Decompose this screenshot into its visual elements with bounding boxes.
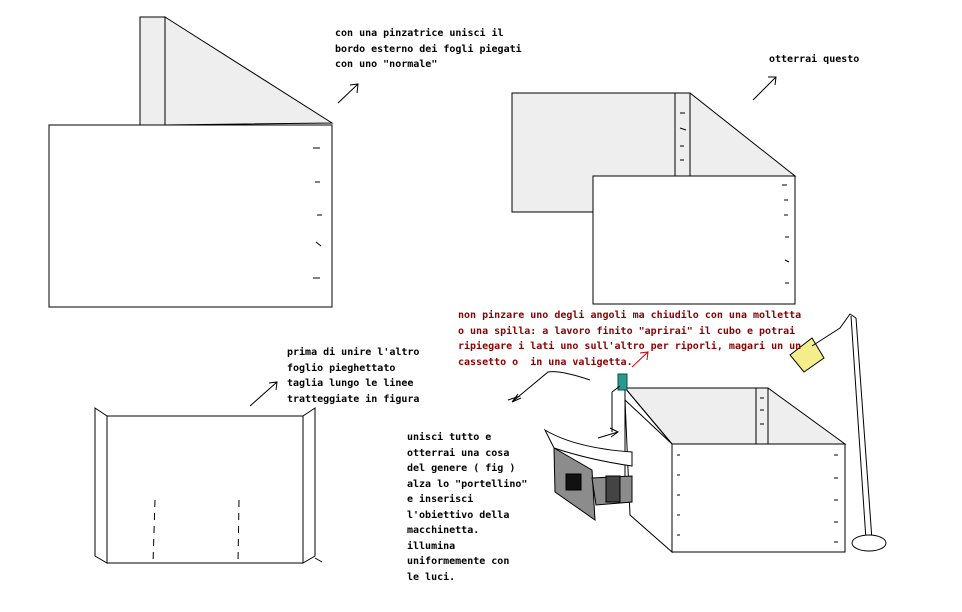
center-panel: [107, 416, 303, 563]
camera-lens: [566, 474, 581, 490]
pointer-arrow-icon: [598, 428, 618, 438]
camera-icon: [545, 430, 632, 520]
pointer-arrow-icon: [512, 372, 590, 402]
lamp-base: [852, 535, 886, 551]
back-sheet-strip: [675, 93, 690, 176]
figure-cut-lines: [95, 408, 322, 563]
triangular-fold: [165, 17, 332, 125]
pointer-arrow-icon: [753, 77, 776, 100]
cut-instruction: prima di unire l'altro foglio pieghettato taglia lungo le linee tratteggiate in figura: [287, 347, 420, 405]
front-sheet: [593, 176, 795, 304]
pointer-arrow-icon: [250, 382, 277, 406]
pointer-arrow-icon: [338, 84, 358, 103]
fold-strip: [140, 17, 165, 125]
box-strip: [756, 388, 768, 444]
box-front: [672, 444, 845, 552]
left-pleat: [95, 408, 107, 563]
result-label: otterrai questo: [769, 54, 860, 65]
right-pleat: [303, 408, 315, 563]
figure-stapled-sheet: [49, 17, 332, 307]
assembly-instruction: unisci tutto e otterrai una cosa del genere ( fig ) alza lo "portellino" e inserisci l'obiettivo della macchinetta. illumina uniformemente con le luci.: [407, 432, 528, 583]
clip-instruction: non pinzare uno degli angoli ma chiudilo con una molletta o una spilla: a lavoro finito "aprirai" il cubo e potrai ripiegare i lati uno sull'altro per riporli, magari un un cassetto o in una valigetta.: [458, 310, 802, 368]
front-panel: [49, 125, 332, 307]
stapler-instruction: con una pinzatrice unisci il bordo esterno dei fogli piegati con uno "normale": [335, 28, 522, 70]
figure-result: [512, 93, 795, 304]
